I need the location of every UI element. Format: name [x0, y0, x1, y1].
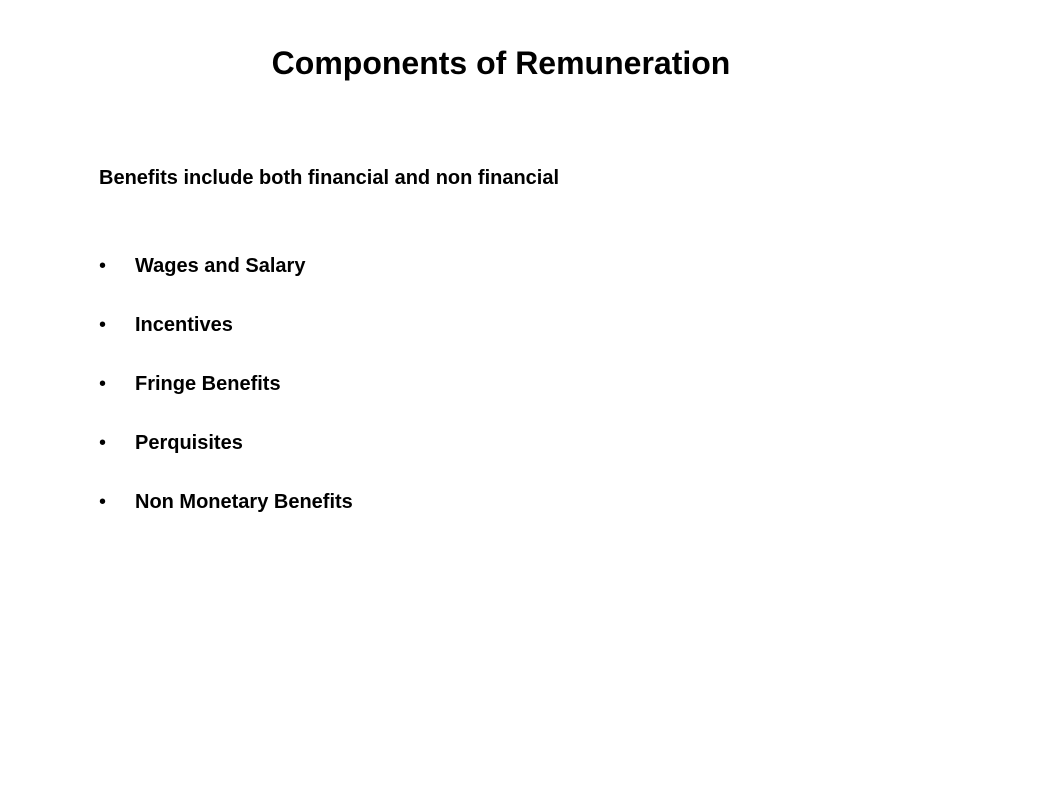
bullet-text: Fringe Benefits	[135, 373, 281, 395]
bullet-icon: •	[99, 255, 107, 277]
slide-title: Components of Remuneration	[271, 45, 731, 81]
bullet-text: Perquisites	[135, 432, 243, 454]
bullet-icon: •	[99, 432, 107, 454]
bullet-icon: •	[99, 491, 107, 513]
bullet-icon: •	[99, 373, 107, 395]
intro-text: Benefits include both financial and non financial	[99, 167, 560, 189]
bullet-icon: •	[99, 314, 107, 336]
bullet-text: Non Monetary Benefits	[135, 491, 353, 513]
bullet-text: Incentives	[135, 314, 233, 336]
bullet-text: Wages and Salary	[135, 255, 306, 277]
